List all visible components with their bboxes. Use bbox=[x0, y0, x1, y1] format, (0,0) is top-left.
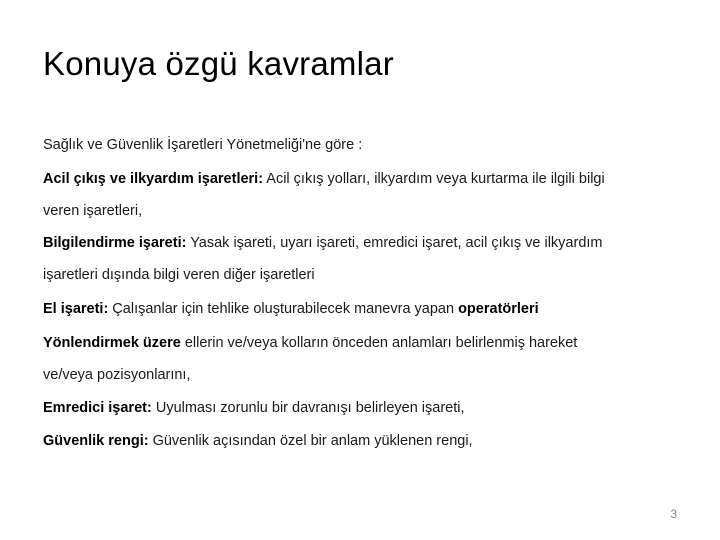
definition-hand-signal bbox=[43, 301, 539, 317]
definition-emergency-exit bbox=[43, 171, 605, 187]
term-information-sign: Bilgilendirme işareti: bbox=[43, 235, 187, 251]
definition-mandatory-sign bbox=[43, 400, 465, 416]
definition-information-sign bbox=[43, 235, 603, 251]
term-safety-color: Güvenlik rengi: bbox=[43, 433, 149, 449]
intro-text: Sağlık ve Güvenlik İşaretleri Yönetmeliği'ne göre : bbox=[43, 137, 363, 153]
definition-directing-continuation: ve/veya pozisyonlarını, bbox=[43, 367, 191, 383]
definition-safety-color bbox=[43, 433, 473, 449]
definition-text: Çalışanlar için tehlike oluşturabilecek manevra yapan bbox=[108, 301, 459, 317]
term-operators: operatörleri bbox=[458, 301, 539, 317]
definition-text: Acil çıkış yolları, ilkyardım veya kurtarma ile ilgili bilgi bbox=[263, 171, 605, 187]
definition-text: Uyulması zorunlu bir davranışı belirleyen işareti, bbox=[151, 400, 465, 416]
term-hand-signal: El işareti: bbox=[43, 301, 109, 317]
term-emergency-exit: Acil çıkış ve ilkyardım işaretleri: bbox=[43, 171, 264, 187]
page-number: 3 bbox=[670, 507, 677, 521]
term-mandatory-sign: Emredici işaret: bbox=[43, 400, 152, 416]
definition-directing bbox=[43, 335, 577, 351]
definition-emergency-exit-continuation: veren işaretleri, bbox=[43, 203, 143, 219]
slide-title: Konuya özgü kavramlar bbox=[43, 45, 394, 82]
definition-information-sign-continuation: işaretleri dışında bilgi veren diğer işaretleri bbox=[43, 267, 315, 283]
definition-text: Güvenlik açısından özel bir anlam yüklenen rengi, bbox=[148, 433, 473, 449]
definition-text: ellerin ve/veya kolların önceden anlamları belirlenmiş hareket bbox=[180, 335, 578, 351]
term-directing: Yönlendirmek üzere bbox=[43, 335, 181, 351]
definition-text: Yasak işareti, uyarı işareti, emredici işaret, acil çıkış ve ilkyardım bbox=[186, 235, 603, 251]
